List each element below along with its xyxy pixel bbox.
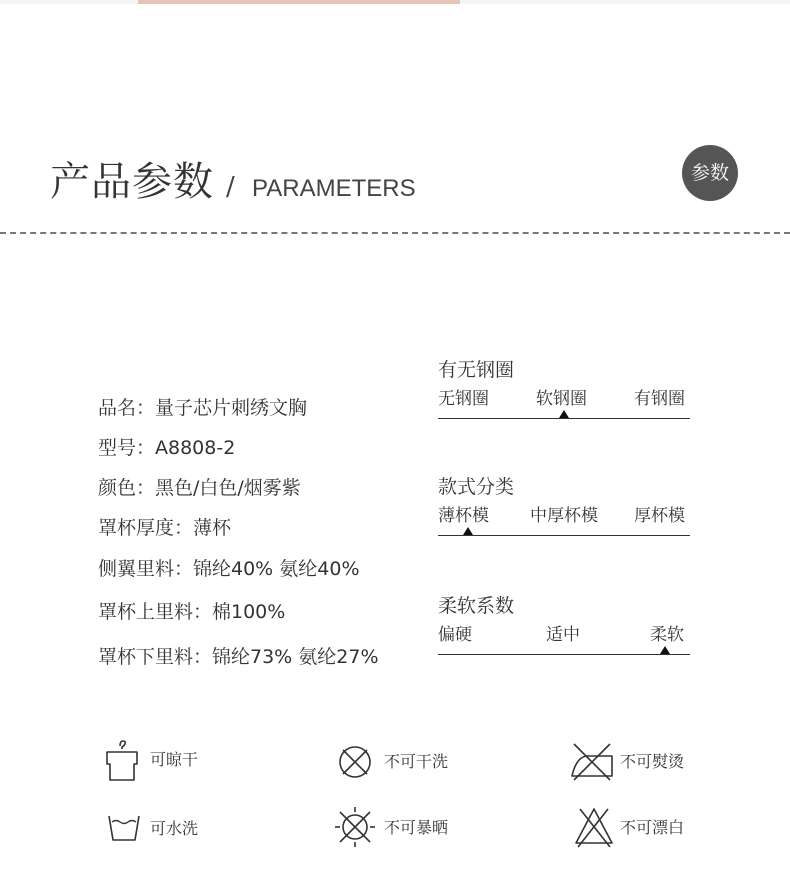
scale-track xyxy=(438,654,690,655)
param-upper-cup-lining: 罩杯上里料：棉100% xyxy=(98,601,286,623)
care-label: 不可干洗 xyxy=(384,752,449,771)
params-badge: 参数 xyxy=(682,145,738,201)
param-cup-thickness: 罩杯厚度：薄杯 xyxy=(98,517,232,539)
scale-title: 柔软系数 xyxy=(438,595,515,617)
care-label: 不可暴晒 xyxy=(384,818,449,837)
scale-option: 软钢圈 xyxy=(536,389,587,409)
scale-option: 有钢圈 xyxy=(634,389,685,409)
care-item-no-bleach xyxy=(574,806,704,846)
care-label: 不可熨烫 xyxy=(620,752,685,771)
care-item-hand-wash xyxy=(108,810,218,850)
scale-track xyxy=(438,535,690,536)
param-model: 型号：A8808-2 xyxy=(98,437,236,459)
product-image-edge xyxy=(138,0,460,4)
section-title: 产品参数 xyxy=(50,159,214,205)
title-separator: / xyxy=(226,172,235,202)
hand-wash-icon xyxy=(108,810,140,844)
scale-option: 薄杯模 xyxy=(438,506,489,526)
scale-option: 无钢圈 xyxy=(438,389,489,409)
care-item-no-dry-clean xyxy=(338,744,468,784)
no-sun-icon xyxy=(334,806,376,848)
scale-marker xyxy=(559,410,569,418)
care-item-no-iron xyxy=(570,742,700,782)
care-label: 可晾干 xyxy=(150,750,199,769)
param-product-name: 品名：量子芯片刺绣文胸 xyxy=(98,397,308,419)
scale-option: 柔软 xyxy=(650,625,684,645)
scale-marker xyxy=(660,646,670,654)
param-side-lining: 侧翼里料：锦纶40% 氨纶40% xyxy=(98,558,360,580)
care-label: 不可漂白 xyxy=(620,818,685,837)
scale-option: 适中 xyxy=(546,625,580,645)
scale-option: 中厚杯模 xyxy=(530,506,598,526)
hanger-dry-icon xyxy=(104,740,140,782)
scale-title: 有无钢圈 xyxy=(438,359,515,381)
care-item-no-sun xyxy=(334,806,474,846)
param-lower-cup-lining: 罩杯下里料：锦纶73% 氨纶27% xyxy=(98,646,379,668)
no-iron-icon xyxy=(570,742,614,782)
scale-title: 款式分类 xyxy=(438,476,515,498)
top-image-strip xyxy=(0,0,790,4)
no-bleach-icon xyxy=(574,806,614,848)
no-dry-clean-icon xyxy=(338,744,372,780)
section-title-en: PARAMETERS xyxy=(252,175,416,202)
care-item-line-dry xyxy=(104,740,214,780)
scale-marker xyxy=(463,527,473,535)
scale-option: 偏硬 xyxy=(438,625,472,645)
scale-track xyxy=(438,418,690,419)
scale-option: 厚杯模 xyxy=(634,506,685,526)
dashed-divider xyxy=(0,232,790,234)
care-label: 可水洗 xyxy=(150,819,199,838)
param-color: 颜色：黑色/白色/烟雾紫 xyxy=(98,477,301,499)
